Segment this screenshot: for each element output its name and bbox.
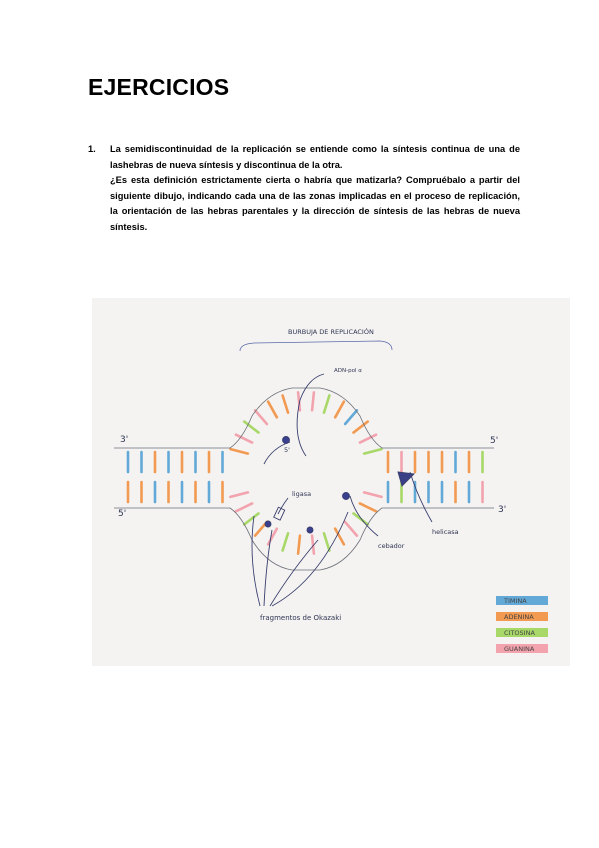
okazaki-line-3 <box>270 540 318 606</box>
replication-diagram-svg <box>92 298 570 666</box>
label-end-left-bottom: 5' <box>118 509 127 519</box>
base-pair-bubble-bottom <box>298 536 300 554</box>
label-inner-end: 5' <box>284 446 290 454</box>
base-pair-bubble-top <box>324 395 329 412</box>
base-pair-bubble-bottom <box>360 503 376 511</box>
parental-strand-bottom <box>114 508 494 570</box>
label-pol-alpha: ADN-pol α <box>334 368 362 374</box>
exercise-number: 1. <box>88 144 96 154</box>
legend-label: CITOSINA <box>504 629 535 637</box>
polymerase-dot-right <box>343 493 350 500</box>
base-pair-bubble-top <box>255 410 267 424</box>
arrow-pol-alpha <box>297 374 324 456</box>
annotations <box>252 374 432 606</box>
base-pair-bubble-bottom <box>268 529 277 545</box>
label-bubble: BURBUJA DE REPLICACIÓN <box>288 328 374 336</box>
base-pair-bubble-bottom <box>283 533 288 550</box>
parental-strand-top <box>114 388 494 448</box>
base-pair-bubble-top <box>230 449 247 453</box>
base-pair-bubble-bottom <box>236 503 252 511</box>
base-pair-rungs <box>128 392 483 553</box>
base-pair-bubble-bottom <box>353 513 367 524</box>
bubble-bracket <box>240 341 392 351</box>
label-ligasa: ligasa <box>292 490 312 498</box>
page-title: EJERCICIOS <box>88 74 230 100</box>
polymerase-dot-bottom <box>307 527 313 533</box>
legend-label: ADENINA <box>504 613 534 621</box>
base-pair-bubble-bottom <box>230 492 247 496</box>
base-pair-bubble-top <box>345 410 357 424</box>
polymerase-dot-left <box>265 521 271 527</box>
ligase-box <box>274 507 285 520</box>
arrow-ligasa <box>278 498 288 514</box>
base-pair-bubble-bottom <box>364 492 381 496</box>
base-pair-bubble-bottom <box>345 522 357 536</box>
base-pair-bubble-top <box>283 395 288 412</box>
base-pair-bubble-top <box>312 392 314 410</box>
label-end-right-top: 5' <box>490 436 499 446</box>
label-end-right-bottom: 3' <box>498 505 507 515</box>
polymerase-dot-top <box>283 437 290 444</box>
nucleotide-legend <box>496 596 548 653</box>
label-end-left-top: 3' <box>120 435 129 445</box>
label-helicasa: helicasa <box>432 528 459 536</box>
legend-label: GUANINA <box>504 645 535 653</box>
exercise-statement <box>110 142 520 236</box>
replication-bubble-drawing <box>92 298 570 666</box>
okazaki-line-4 <box>272 512 348 606</box>
base-pair-bubble-top <box>268 402 277 418</box>
base-pair-bubble-bottom <box>244 513 258 524</box>
base-pair-bubble-top <box>360 435 376 443</box>
label-cebador: cebador <box>378 542 405 550</box>
base-pair-bubble-top <box>364 449 381 453</box>
exercise-paragraph-1: La semidiscontinuidad de la replicación se entiende como la síntesis continua de una de lashebras de nueva síntesis y discontinua de la otra. <box>110 144 520 170</box>
drawing-labels <box>118 327 506 622</box>
exercise-paragraph-2: ¿Es esta definición estrictamente cierta o habría que matizarla? Compruébalo a partir del siguiente dibujo, indicando cada una de las zonas implicadas en el proceso de replicación, la orientación de las hebras parentales y la dirección de síntesis de las hebras de nueva síntesis. <box>110 175 520 232</box>
base-pair-bubble-bottom <box>324 533 329 550</box>
exercise-1 <box>88 142 520 236</box>
base-pair-bubble-top <box>236 435 252 443</box>
label-okazaki: fragmentos de Okazaki <box>260 614 342 622</box>
legend-label: TIMINA <box>504 597 527 605</box>
base-pair-bubble-top <box>335 402 344 418</box>
